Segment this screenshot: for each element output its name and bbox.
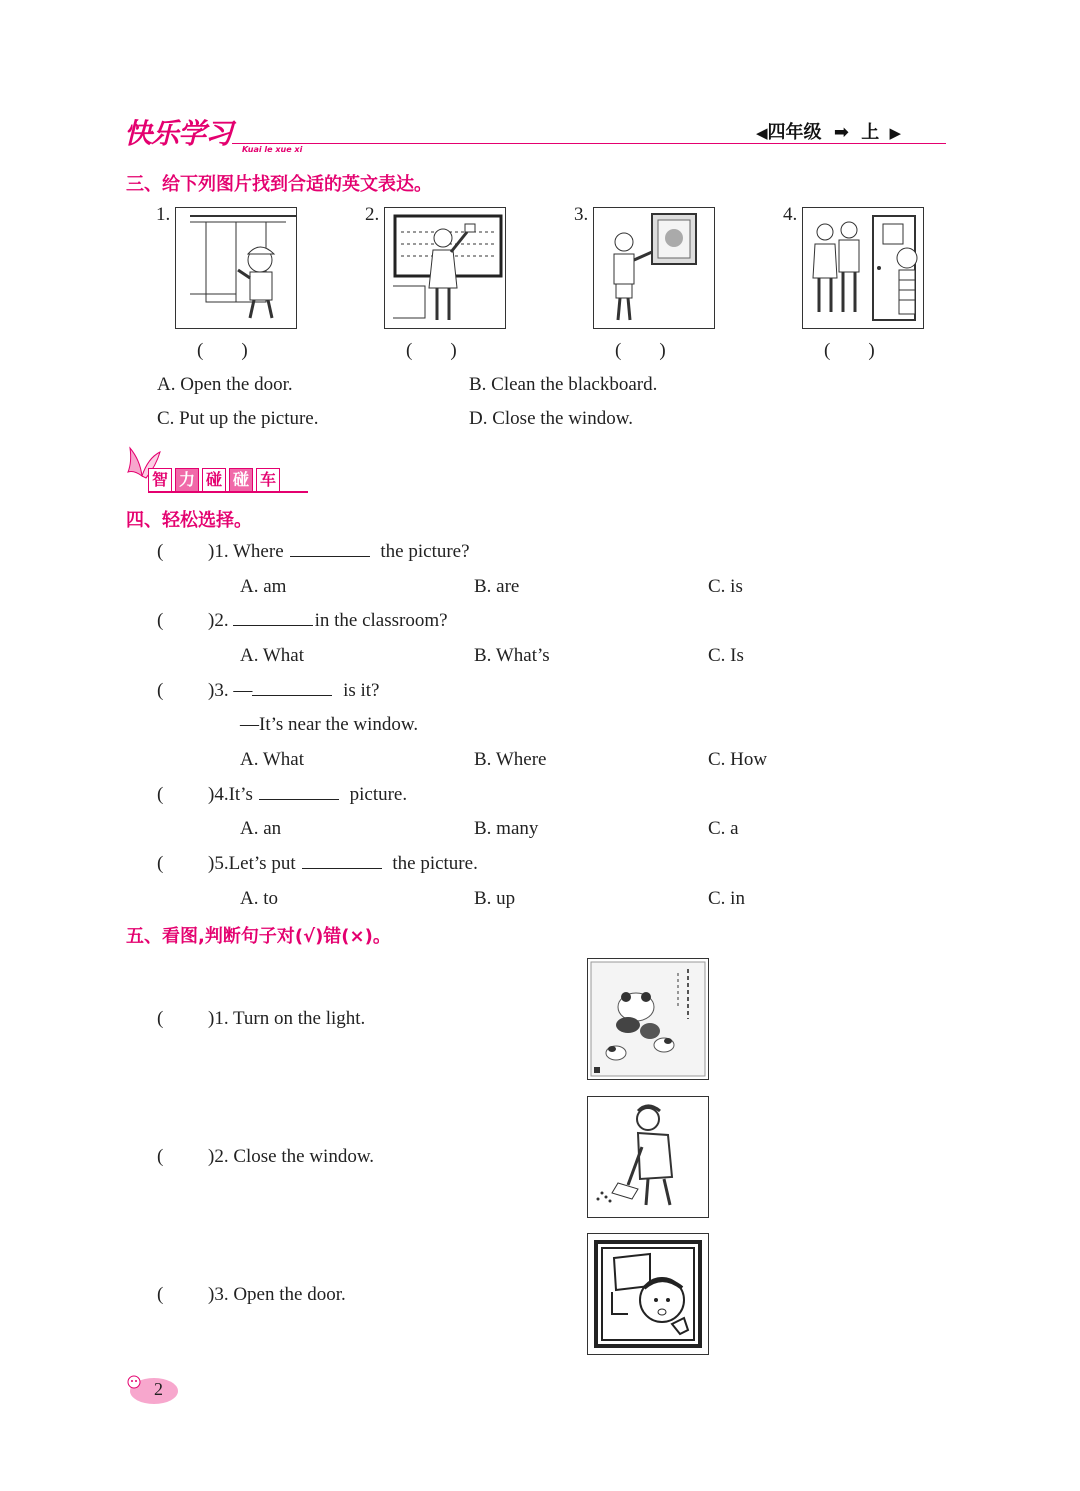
judge1-paren[interactable]: ( [157,1008,164,1029]
answer-paren-2[interactable]: ( ) [406,340,457,361]
q5-blank[interactable] [302,867,382,869]
q3-option-b: B. Where [474,749,547,770]
q5-option-a: A. to [240,888,278,909]
q4-number: )4. [208,784,229,805]
q2-stem [208,610,448,632]
boy-putting-up-picture-icon [594,208,714,328]
banner-char-3: 碰 [202,468,226,492]
q4-after: picture. [349,784,408,805]
q4-paren[interactable]: ( [157,784,164,805]
q4-stem [208,784,407,806]
q3-blank[interactable] [252,694,332,696]
q5-option-c: C. in [708,888,745,909]
girl-sweeping-icon [588,1097,708,1217]
q1-number: )1. [208,541,229,562]
q2-option-c: C. Is [708,645,744,666]
q5-stem [208,853,478,875]
panda-painting-icon [588,959,708,1079]
q1-option-c: C. is [708,576,743,597]
q1-after: the picture? [380,541,470,562]
q3-after: is it? [343,680,380,701]
answer-paren-1[interactable]: ( ) [197,340,248,361]
picture-number-4: 4. [783,204,798,225]
q2-after: in the classroom? [314,610,448,631]
logo [124,112,232,152]
q3-before: — [233,680,253,701]
q3-stem [208,680,380,702]
section4-title: 四、轻松选择。 [126,510,252,531]
picture-1 [175,207,297,329]
q4-blank[interactable] [259,798,339,800]
banner [124,442,324,494]
boy-at-window-icon [588,1234,708,1354]
page-number-badge [124,1372,180,1406]
page-number: 2 [154,1379,163,1399]
grade-label: 四年级 [767,122,822,143]
logo-text: 快乐学习 [124,117,233,150]
option-a: A. Open the door. [157,374,293,395]
section3-title: 三、给下列图片找到合适的英文表达。 [126,174,432,195]
q2-number: )2. [208,610,229,631]
q3-paren[interactable]: ( [157,680,164,701]
q4-option-a: A. an [240,818,282,839]
q1-paren[interactable]: ( [157,541,164,562]
banner-char-1: 智 [148,468,172,492]
judge3-picture [587,1233,709,1355]
q3-number: )3. [208,680,229,701]
judge2-paren[interactable]: ( [157,1146,164,1167]
q3-option-a: A. What [240,749,305,770]
q1-option-b: B. are [474,576,520,597]
grade-nav [756,118,901,144]
q5-paren[interactable]: ( [157,853,164,874]
triangle-left-icon: ◀ [756,124,768,142]
q5-option-b: B. up [474,888,516,909]
header [0,0,1080,160]
banner-underline [148,491,308,493]
q4-option-c: C. a [708,818,739,839]
cloud-badge-icon [124,1372,180,1406]
judge2-picture [587,1096,709,1218]
boy-closing-window-icon [176,208,296,328]
arrow-right-icon: ➡ [833,122,849,143]
judge3-paren[interactable]: ( [157,1284,164,1305]
banner-char-5: 车 [256,468,280,492]
q3-option-c: C. How [708,749,768,770]
q2-paren[interactable]: ( [157,610,164,631]
option-c: C. Put up the picture. [157,408,319,429]
picture-number-1: 1. [156,204,171,225]
q5-after: the picture. [392,853,478,874]
q1-stem [208,541,470,563]
q3-line2: —It’s near the window. [240,714,419,735]
picture-4 [802,207,924,329]
picture-2 [384,207,506,329]
q5-before: Let’s put [228,853,296,874]
q5-number: )5. [208,853,229,874]
picture-number-2: 2. [365,204,380,225]
logo-pinyin: Kuai le xue xi [242,145,303,154]
judge3-text: )3. Open the door. [208,1284,346,1305]
answer-paren-4[interactable]: ( ) [824,340,875,361]
option-b: B. Clean the blackboard. [469,374,658,395]
judge2-text: )2. Close the window. [208,1146,375,1167]
judge1-picture [587,958,709,1080]
banner-chars [148,468,280,492]
q2-option-b: B. What’s [474,645,550,666]
option-d: D. Close the window. [469,408,633,429]
triangle-right-icon: ▶ [889,124,902,142]
q4-option-b: B. many [474,818,539,839]
children-opening-door-icon [803,208,923,328]
picture-3 [593,207,715,329]
banner-char-2: 力 [175,468,199,492]
section5-title: 五、看图,判断句子对(√)错(×)。 [126,926,391,947]
girl-cleaning-blackboard-icon [385,208,505,328]
picture-number-3: 3. [574,204,589,225]
q4-before: It’s [228,784,253,805]
judge1-text: )1. Turn on the light. [208,1008,366,1029]
answer-paren-3[interactable]: ( ) [615,340,666,361]
q2-option-a: A. What [240,645,305,666]
banner-char-4: 碰 [229,468,253,492]
q1-before: Where [233,541,284,562]
q1-blank[interactable] [290,555,370,557]
term-label: 上 [861,122,880,143]
q1-option-a: A. am [240,576,287,597]
q2-blank[interactable] [233,624,313,626]
